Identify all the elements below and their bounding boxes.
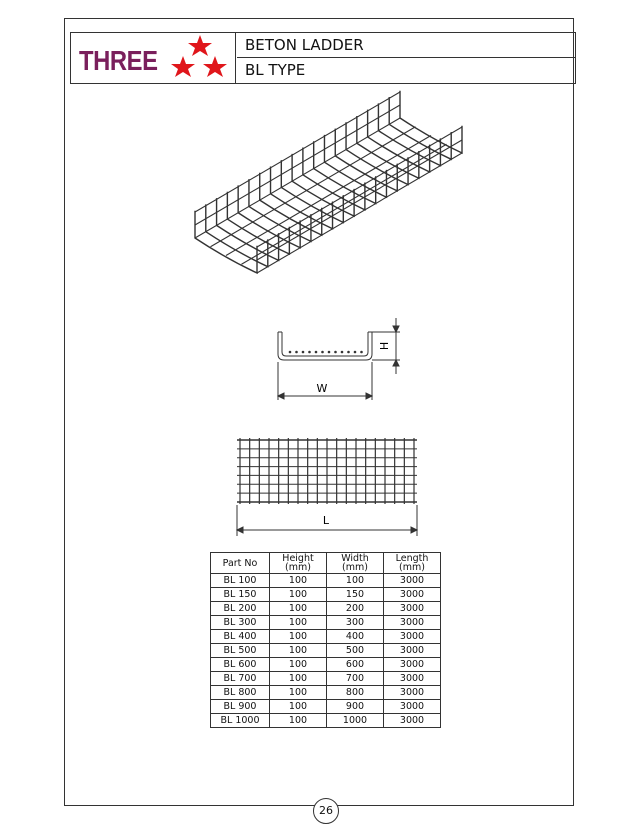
table-cell: 700 bbox=[327, 672, 384, 686]
table-row bbox=[211, 644, 441, 658]
table-cell: 3000 bbox=[384, 630, 441, 644]
table-cell: 3000 bbox=[384, 658, 441, 672]
table-cell: 100 bbox=[270, 602, 327, 616]
table-cell: 100 bbox=[270, 672, 327, 686]
table-cell: BL 150 bbox=[211, 588, 270, 602]
table-row bbox=[211, 686, 441, 700]
table-cell: 100 bbox=[270, 574, 327, 588]
table-cell: 100 bbox=[270, 588, 327, 602]
table-cell: 500 bbox=[327, 644, 384, 658]
col-part-no: Part No bbox=[211, 553, 270, 574]
spec-table bbox=[210, 552, 441, 728]
table-cell: 100 bbox=[270, 644, 327, 658]
table-cell: BL 300 bbox=[211, 616, 270, 630]
table-cell: 3000 bbox=[384, 588, 441, 602]
table-cell: 100 bbox=[270, 616, 327, 630]
table-row bbox=[211, 588, 441, 602]
table-cell: 3000 bbox=[384, 686, 441, 700]
table-cell: BL 500 bbox=[211, 644, 270, 658]
page-subtitle: BL TYPE bbox=[245, 61, 306, 79]
table-cell: BL 200 bbox=[211, 602, 270, 616]
table-cell: 200 bbox=[327, 602, 384, 616]
table-cell: 100 bbox=[270, 630, 327, 644]
table-cell: BL 400 bbox=[211, 630, 270, 644]
table-cell: 150 bbox=[327, 588, 384, 602]
table-cell: 800 bbox=[327, 686, 384, 700]
page-title: BETON LADDER bbox=[237, 33, 575, 58]
table-cell: 3000 bbox=[384, 672, 441, 686]
table-cell: 100 bbox=[270, 700, 327, 714]
table-cell: 3000 bbox=[384, 574, 441, 588]
table-cell: BL 800 bbox=[211, 686, 270, 700]
table-cell: BL 100 bbox=[211, 574, 270, 588]
table-cell: BL 700 bbox=[211, 672, 270, 686]
table-row bbox=[211, 658, 441, 672]
height-label: H bbox=[378, 341, 391, 351]
table-cell: BL 1000 bbox=[211, 714, 270, 728]
table-row bbox=[211, 700, 441, 714]
table-cell: 100 bbox=[270, 714, 327, 728]
col-length: Length (mm) bbox=[384, 553, 441, 574]
table-cell: 400 bbox=[327, 630, 384, 644]
table-cell: 100 bbox=[327, 574, 384, 588]
table-row bbox=[211, 602, 441, 616]
table-row bbox=[211, 672, 441, 686]
table-row bbox=[211, 630, 441, 644]
table-cell: 100 bbox=[270, 658, 327, 672]
table-cell: 3000 bbox=[384, 714, 441, 728]
table-cell: 3000 bbox=[384, 644, 441, 658]
col-width: Width (mm) bbox=[327, 553, 384, 574]
table-row bbox=[211, 616, 441, 630]
length-label: L bbox=[322, 514, 330, 527]
table-cell: 3000 bbox=[384, 616, 441, 630]
table-cell: 3000 bbox=[384, 602, 441, 616]
col-height: Height (mm) bbox=[270, 553, 327, 574]
table-cell: 3000 bbox=[384, 700, 441, 714]
table-cell: 100 bbox=[270, 686, 327, 700]
table-header-row bbox=[211, 553, 441, 574]
width-label: W bbox=[316, 382, 328, 395]
table-cell: 600 bbox=[327, 658, 384, 672]
table-row bbox=[211, 574, 441, 588]
table-row bbox=[211, 714, 441, 728]
table-cell: 300 bbox=[327, 616, 384, 630]
logo-text: THREE bbox=[79, 45, 158, 76]
table-cell: BL 900 bbox=[211, 700, 270, 714]
table-cell: BL 600 bbox=[211, 658, 270, 672]
page-number: 26 bbox=[313, 798, 339, 824]
table-cell: 1000 bbox=[327, 714, 384, 728]
table-cell: 900 bbox=[327, 700, 384, 714]
